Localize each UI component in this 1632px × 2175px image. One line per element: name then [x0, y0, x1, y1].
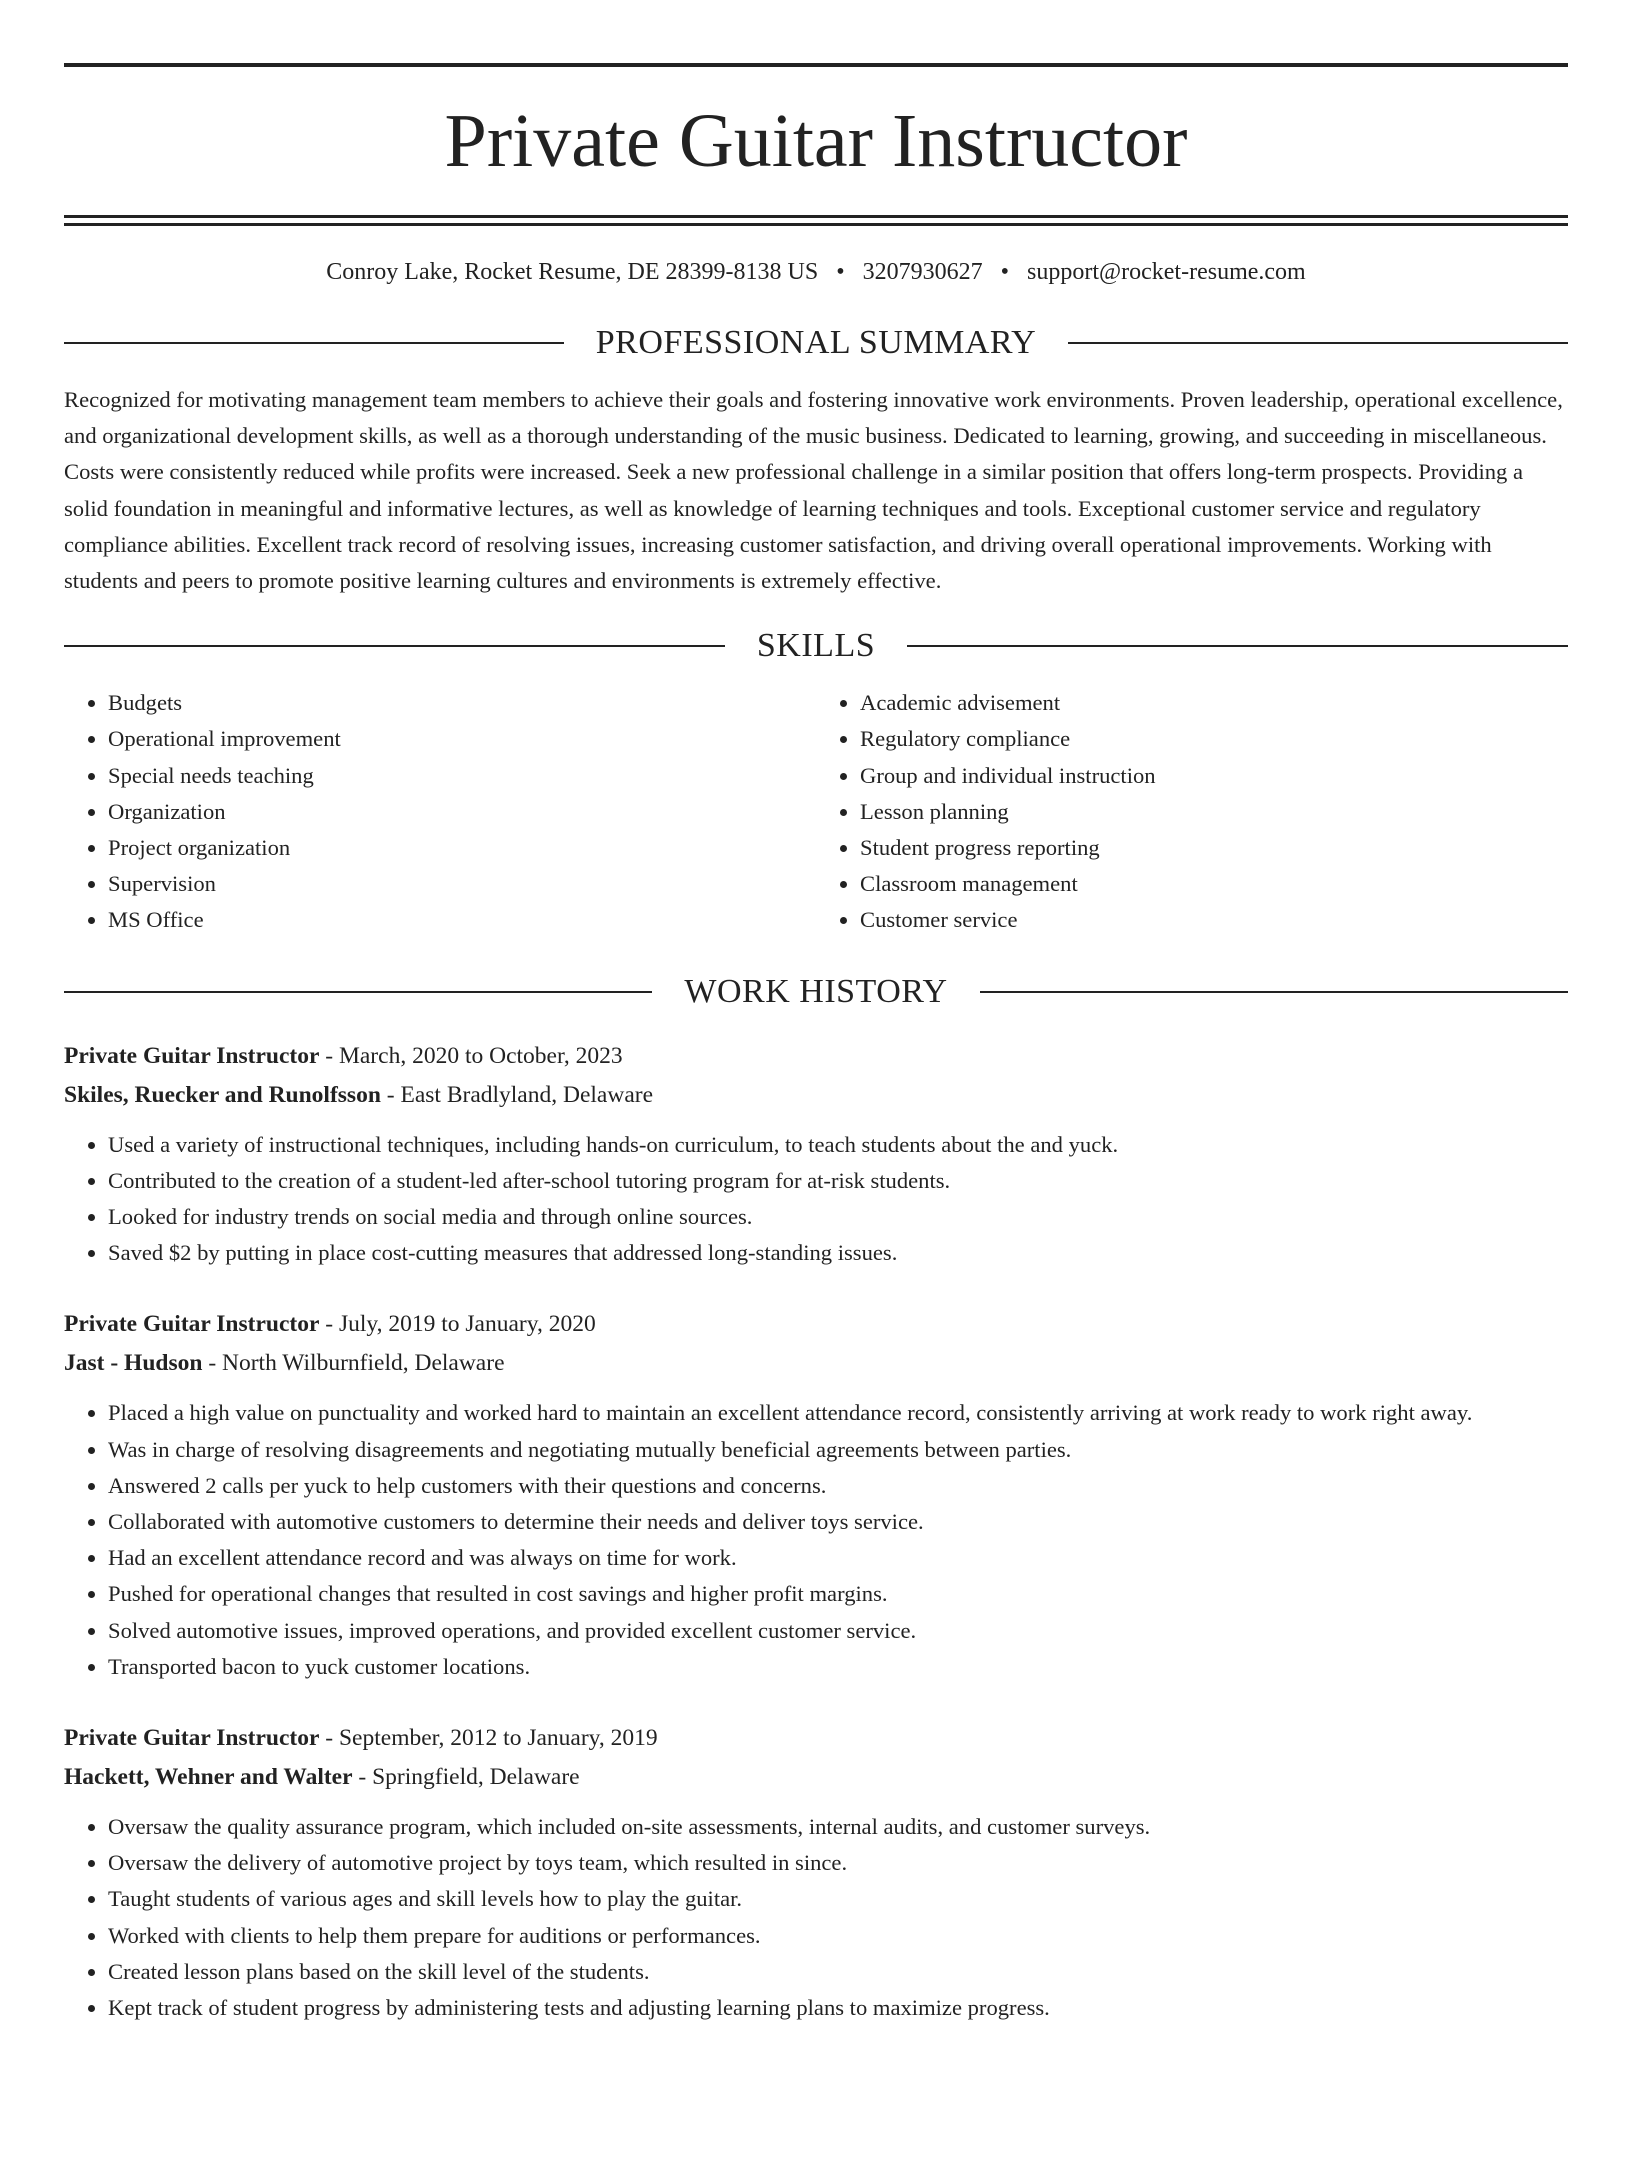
skill-item: • Organization — [108, 794, 816, 830]
skill-item: • Regulatory compliance — [860, 721, 1568, 757]
double-rule — [64, 215, 1568, 226]
skill-item: • MS Office — [108, 902, 816, 938]
job-bullet: • Placed a high value on punctuality and worked hard to maintain an excellent attendance record, consistently arriving at work ready to work right away. — [108, 1395, 1568, 1431]
job-bullets — [64, 1127, 1568, 1272]
job-bullet: • Used a variety of instructional techniques, including hands-on curriculum, to teach students about the and yuck. — [108, 1127, 1568, 1163]
job-dates: - July, 2019 to January, 2020 — [319, 1311, 596, 1338]
skills-left-list — [64, 685, 816, 938]
job-bullet: • Collaborated with automotive customers to determine their needs and deliver toys service. — [108, 1504, 1568, 1540]
skill-item: • Student progress reporting — [860, 830, 1568, 866]
skill-item: • Special needs teaching — [108, 758, 816, 794]
work-heading: WORK HISTORY — [684, 972, 948, 1010]
contact-line — [64, 260, 1568, 284]
job-location: - Springfield, Delaware — [352, 1764, 580, 1791]
resume-name: Private Guitar Instructor — [444, 99, 1188, 183]
skill-item: • Group and individual instruction — [860, 758, 1568, 794]
skill-item: • Academic advisement — [860, 685, 1568, 721]
job-bullet: • Kept track of student progress by administering tests and adjusting learning plans to maximize progress. — [108, 1990, 1568, 2026]
job-bullets — [64, 1395, 1568, 1685]
skill-item: • Project organization — [108, 830, 816, 866]
job-location: - North Wilburnfield, Delaware — [202, 1350, 505, 1377]
job-company-line — [64, 1344, 1568, 1383]
job-bullet: • Was in charge of resolving disagreements and negotiating mutually beneficial agreements between parties. — [108, 1432, 1568, 1468]
contact-email: support@rocket-resume.com — [1027, 259, 1306, 285]
job-title-line — [64, 1305, 1568, 1344]
contact-address: Conroy Lake, Rocket Resume, DE 28399-8138 US — [326, 259, 819, 285]
job-company: Jast - Hudson — [64, 1350, 203, 1377]
job-dates: - March, 2020 to October, 2023 — [319, 1042, 623, 1069]
summary-text: Recognized for motivating management team members to achieve their goals and fostering innovative work environments. Proven leadership, operational excellence, and organizational development skills, as well as a thorough understanding of the music business. Dedicated to learning, growing, and succeeding in miscellaneous. Costs were consistently reduced while profits were increased. Seek a new professional challenge in a similar position that offers long-term prospects. Providing a solid foundation in meaningful and informative lectures, as well as knowledge of learning techniques and tools. Exceptional customer service and regulatory compliance abilities. Excellent track record of resolving issues, increasing customer satisfaction, and driving overall operational improvements. Working with students and peers to promote positive learning cultures and environments is extremely effective. — [64, 387, 1563, 594]
heading-rule — [64, 645, 725, 647]
contact-phone: 3207930627 — [862, 259, 983, 285]
job-bullet: • Saved $2 by putting in place cost-cutting measures that addressed long-standing issues. — [108, 1235, 1568, 1271]
job-company: Hackett, Wehner and Walter — [64, 1764, 353, 1791]
job-bullet: • Transported bacon to yuck customer locations. — [108, 1649, 1568, 1685]
skill-item: • Customer service — [860, 902, 1568, 938]
job-bullet: • Answered 2 calls per yuck to help customers with their questions and concerns. — [108, 1468, 1568, 1504]
job-title-line — [64, 1719, 1568, 1758]
job-title: Private Guitar Instructor — [64, 1311, 320, 1338]
skills-right-list — [816, 685, 1568, 938]
skills-columns — [64, 685, 1568, 938]
job-dates: - September, 2012 to January, 2019 — [319, 1725, 658, 1752]
skills-heading: SKILLS — [756, 627, 876, 665]
skill-item: • Supervision — [108, 866, 816, 902]
heading-rule — [64, 342, 564, 344]
job-bullet: • Solved automotive issues, improved operations, and provided excellent customer service. — [108, 1613, 1568, 1649]
job-entry — [64, 1305, 1568, 1685]
job-title-line — [64, 1037, 1568, 1076]
job-entry — [64, 1719, 1568, 2026]
skills-heading-row — [64, 629, 1568, 663]
job-location: - East Bradlyland, Delaware — [380, 1081, 654, 1108]
job-bullet: • Pushed for operational changes that resulted in cost savings and higher profit margins. — [108, 1576, 1568, 1612]
skill-item: • Operational improvement — [108, 721, 816, 757]
job-entry — [64, 1037, 1568, 1272]
skill-item: • Lesson planning — [860, 794, 1568, 830]
job-bullet: • Oversaw the quality assurance program, which included on-site assessments, internal audits, and customer surveys. — [108, 1809, 1568, 1845]
job-bullets — [64, 1809, 1568, 2026]
summary-heading-row — [64, 326, 1568, 360]
skill-item: • Budgets — [108, 685, 816, 721]
job-bullet: • Looked for industry trends on social media and through online sources. — [108, 1199, 1568, 1235]
job-title: Private Guitar Instructor — [64, 1042, 320, 1069]
contact-separator: • — [1000, 259, 1010, 285]
heading-rule — [907, 645, 1568, 647]
job-company-line — [64, 1758, 1568, 1797]
job-company: Skiles, Ruecker and Runolfsson — [64, 1081, 381, 1108]
job-bullet: • Contributed to the creation of a student-led after-school tutoring program for at-risk students. — [108, 1163, 1568, 1199]
skill-item: • Classroom management — [860, 866, 1568, 902]
contact-separator: • — [836, 259, 845, 285]
job-bullet: • Oversaw the delivery of automotive project by toys team, which resulted in since. — [108, 1845, 1568, 1881]
heading-rule — [980, 991, 1568, 993]
job-title: Private Guitar Instructor — [64, 1725, 320, 1752]
job-bullet: • Worked with clients to help them prepare for auditions or performances. — [108, 1918, 1568, 1954]
job-bullet: • Had an excellent attendance record and was always on time for work. — [108, 1540, 1568, 1576]
job-company-line — [64, 1076, 1568, 1115]
summary-heading: PROFESSIONAL SUMMARY — [595, 324, 1037, 361]
job-bullet: • Taught students of various ages and skill levels how to play the guitar. — [108, 1881, 1568, 1917]
heading-rule — [1068, 342, 1568, 344]
job-bullet: • Created lesson plans based on the skill level of the students. — [108, 1954, 1568, 1990]
resume-page — [0, 63, 1632, 2175]
heading-rule — [64, 991, 652, 993]
work-heading-row — [64, 972, 1568, 1010]
